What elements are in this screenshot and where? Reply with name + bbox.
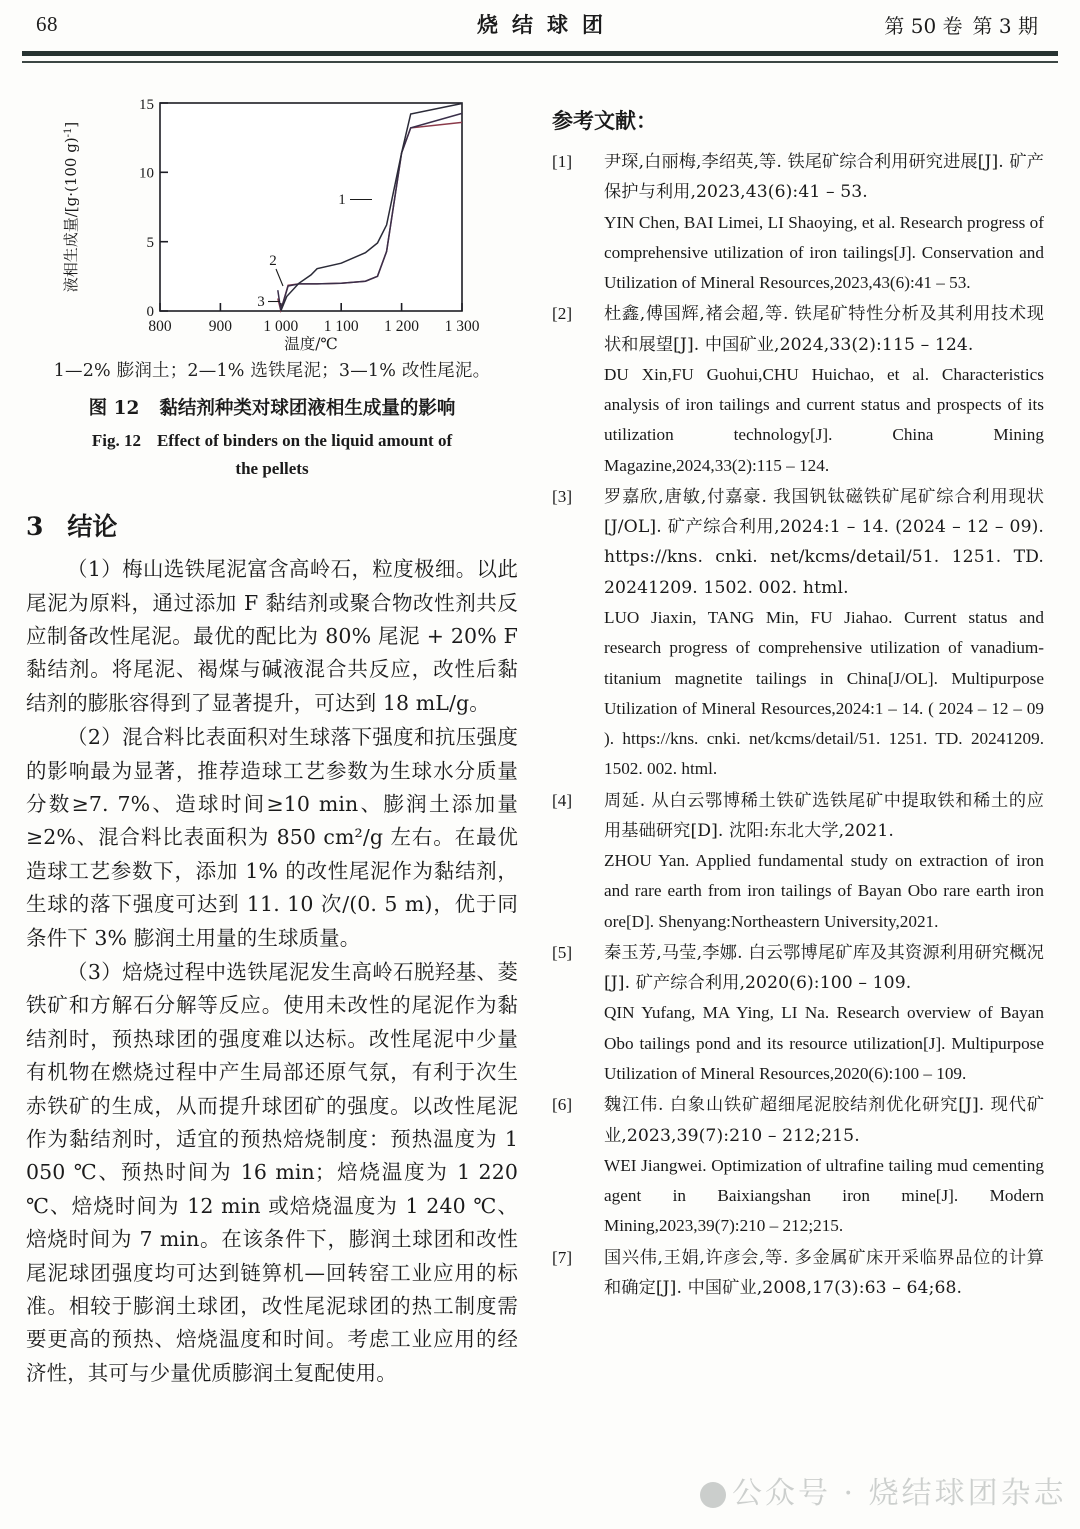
reference-text-cn: 尹琛,白丽梅,李绍英,等. 铁尾矿综合利用研究进展[J]. 矿产保护与利用,2023,43(6):41 – 53.: [604, 152, 1044, 203]
reference-body: [604, 1243, 1044, 1304]
header-rule-thick: [22, 51, 1058, 56]
watermark-text: 公众号 · 烧结球团杂志: [732, 1476, 1067, 1511]
reference-text-cn: 秦玉芳,马莹,李娜. 白云鄂博尾矿库及其资源利用研究概况[J]. 矿产综合利用,2020(6):100 – 109.: [604, 942, 1044, 994]
reference-text-en: DU Xin,FU Guohui,CHU Huichao, et al. Characteristics analysis of iron tailings and current status and prospects of its utilization technology[J]. China Mining Magazine,2024,33(2):115 – 124.: [604, 364, 1044, 475]
svg-text:1 000: 1 000: [263, 318, 299, 335]
section-number: 3: [26, 512, 44, 542]
reference-body: [604, 938, 1044, 1089]
reference-body: [604, 1090, 1044, 1241]
svg-text:10: 10: [139, 165, 154, 182]
reference-number: [2]: [552, 304, 573, 324]
reference-number: [5]: [552, 942, 573, 962]
reference-body: [604, 147, 1044, 298]
reference-text-en: YIN Chen, BAI Limei, LI Shaoying, et al. Research progress of comprehensive utilization of iron tailings[J]. Conservation and Utilization of Mineral Resources,2023,43(6):41 – 53.: [604, 212, 1044, 293]
page-header: [0, 0, 1080, 48]
reference-number: [4]: [552, 790, 573, 810]
svg-text:5: 5: [146, 235, 154, 251]
reference-item: [552, 482, 1044, 785]
reference-number: [1]: [552, 152, 573, 171]
reference-item: [552, 299, 1044, 481]
page-number: 68: [36, 11, 58, 36]
issue-label: 第 3 期: [972, 13, 1038, 38]
reference-text-cn: 魏江伟. 白象山铁矿超细尾泥胶结剂优化研究[J]. 现代矿业,2023,39(7):210 – 212;215.: [604, 1095, 1044, 1146]
figure-caption-cn: 黏结剂种类对球团液相生成量的影响: [159, 398, 456, 419]
reference-text-en: WEI Jiangwei. Optimization of ultrafine tailing mud cementing agent in Baixiangshan iron mine[J]. Modern Mining,2023,39(7):210 – 212;215.: [604, 1155, 1044, 1236]
reference-number: [3]: [552, 486, 573, 506]
svg-text:1 100: 1 100: [323, 318, 359, 335]
svg-text:900: 900: [208, 318, 233, 335]
reference-item: [552, 786, 1044, 937]
watermark-badge-icon: [700, 1482, 726, 1508]
figure-caption-en-line2: the pellets: [235, 459, 309, 479]
reference-number: [6]: [552, 1095, 573, 1115]
volume-label: 第 50 卷: [884, 13, 963, 38]
section-heading: [26, 507, 518, 543]
annotation-label-1: 1: [338, 192, 346, 208]
figure-label-cn: 图 12: [88, 398, 140, 419]
annotation-label-3: 3: [257, 294, 265, 310]
watermark: [700, 1468, 1067, 1512]
figure-title-en: [26, 427, 518, 483]
svg-text:1 200: 1 200: [384, 318, 420, 335]
svg-text:1 300: 1 300: [444, 318, 480, 335]
svg-text:800: 800: [148, 318, 172, 335]
svg-text:15: 15: [139, 97, 154, 113]
figure-12: [26, 83, 518, 483]
figure-caption-en-line1: Effect of binders on the liquid amount of: [156, 431, 453, 450]
reference-item: [552, 147, 1044, 298]
annotation-label-2: 2: [269, 253, 277, 269]
svg-text:0: 0: [146, 304, 154, 320]
reference-text-en: LUO Jiaxin, TANG Min, FU Jiahao. Current status and research progress of comprehensive utilization of vanadium-titanium magnetite tailings in China[J/OL]. Multipurpose Utilization of Mineral Resources,2024:1 – 14. ( 2024 – 12 – 09 ). https://kns. cnki. net/kcms/detail/51. 1251. TD. 20241209. 1502. 002. html.: [604, 607, 1044, 779]
x-axis-label: 温度/℃: [284, 335, 338, 351]
volume-issue: [874, 10, 1038, 39]
reference-text-cn: 杜鑫,傅国辉,褚会超,等. 铁尾矿特性分析及其利用技术现状和展望[J]. 中国矿业,2024,33(2):115 – 124.: [604, 304, 1044, 355]
right-column: [552, 77, 1044, 1391]
references-heading: 参考文献：: [552, 108, 657, 133]
reference-body: [604, 482, 1044, 785]
reference-text-cn: 周延. 从白云鄂博稀土铁矿选铁尾矿中提取铁和稀土的应用基础研究[D]. 沈阳:东北大学,2021.: [604, 790, 1044, 841]
reference-body: [604, 299, 1044, 481]
reference-item: [552, 1090, 1044, 1241]
reference-text-en: QIN Yufang, MA Ying, LI Na. Research overview of Bayan Obo tailings pond and its resource utilization[J]. Multipurpose Utilization of Mineral Resources,2020(6):100 – 109.: [604, 1003, 1044, 1083]
journal-title: 烧结球团: [477, 12, 617, 37]
chart-container: [42, 83, 502, 351]
liquid-amount-line-chart: [42, 83, 502, 351]
reference-body: [604, 786, 1044, 937]
reference-item: [552, 1243, 1044, 1304]
x-tick-labels: [148, 318, 479, 335]
conclusion-paragraph-2: （2）混合料比表面积对生球落下强度和抗压强度的影响最为显著，推荐造球工艺参数为生球水分质量分数≥7. 7%、造球时间≥10 min、膨润土添加量≥2%、混合料比表面积为 850 cm²/g 左右。在最优造球工艺参数下，添加 1% 的改性尾泥作为黏结剂，生球的落下强度可达到 11. 10 次/(0. 5 m)，优于同条件下 3% 膨润土用量的生球质量。: [26, 725, 518, 950]
reference-text-cn: 罗嘉欣,唐敏,付嘉豪. 我国钒钛磁铁矿尾矿综合利用现状[J/OL]. 矿产综合利用,2024:1 – 14. (2024 – 12 – 09). https://kns. cnki. net/kcms/detail/51. 1251. TD. 20241209. 1502. 002. html.: [604, 486, 1044, 598]
y-axis-label: 液相生成量/[g·(100 g)$^{-1}$]: [62, 121, 80, 293]
conclusion-paragraph-1: （1）梅山选铁尾泥富含高岭石，粒度极细。以此尾泥为原料，通过添加 F 黏结剂或聚合物改性剂共反应制备改性尾泥。最优的配比为 80% 尾泥 + 20% F 黏结剂。将尾泥、褐煤与碱液混合共反应，改性后黏结剂的膨胀容得到了显著提升，可达到 18 mL/g。: [26, 557, 518, 715]
reference-item: [552, 938, 1044, 1089]
page-columns: [0, 63, 1080, 1391]
figure-legend: 1—2% 膨润土；2—1% 选铁尾泥；3—1% 改性尾泥。: [53, 361, 491, 381]
left-column: [26, 77, 518, 1391]
section-title: 结论: [67, 512, 118, 542]
figure-title-cn: [26, 394, 518, 420]
y-tick-labels: [139, 97, 154, 320]
reference-number: [7]: [552, 1247, 573, 1267]
figure-label-en: Fig. 12: [91, 431, 141, 450]
reference-text-en: ZHOU Yan. Applied fundamental study on extraction of iron and rare earth from iron tailings of Bayan Obo rare earth iron ore[D]. Shenyang:Northeastern University,2021.: [604, 851, 1044, 931]
plot-frame: [160, 103, 462, 311]
reference-text-cn: 国兴伟,王娟,许彦会,等. 多金属矿床开采临界品位的计算和确定[J]. 中国矿业,2008,17(3):63 – 64;68.: [604, 1247, 1044, 1298]
conclusion-paragraph-3: （3）焙烧过程中选铁尾泥发生高岭石脱羟基、菱铁矿和方解石分解等反应。使用未改性的尾泥作为黏结剂时，预热球团的强度难以达标。改性尾泥中少量有机物在燃烧过程中产生局部还原气氛，有利于次生赤铁矿的生成，从而提升球团矿的强度。以改性尾泥作为黏结剂时，适宜的预热焙烧制度：预热温度为 1 050 ℃、预热时间为 16 min；焙烧温度为 1 220 ℃、焙烧时间为 12 min 或焙烧温度为 1 240 ℃、焙烧时间为 7 min。在该条件下，膨润土球团和改性尾泥球团强度均可达到链箅机—回转窑工业应用的标准。相较于膨润土球团，改性尾泥球团的热工制度需要更高的预热、焙烧温度和时间。考虑工业应用的经济性，其可与少量优质膨润土复配使用。: [26, 959, 518, 1385]
